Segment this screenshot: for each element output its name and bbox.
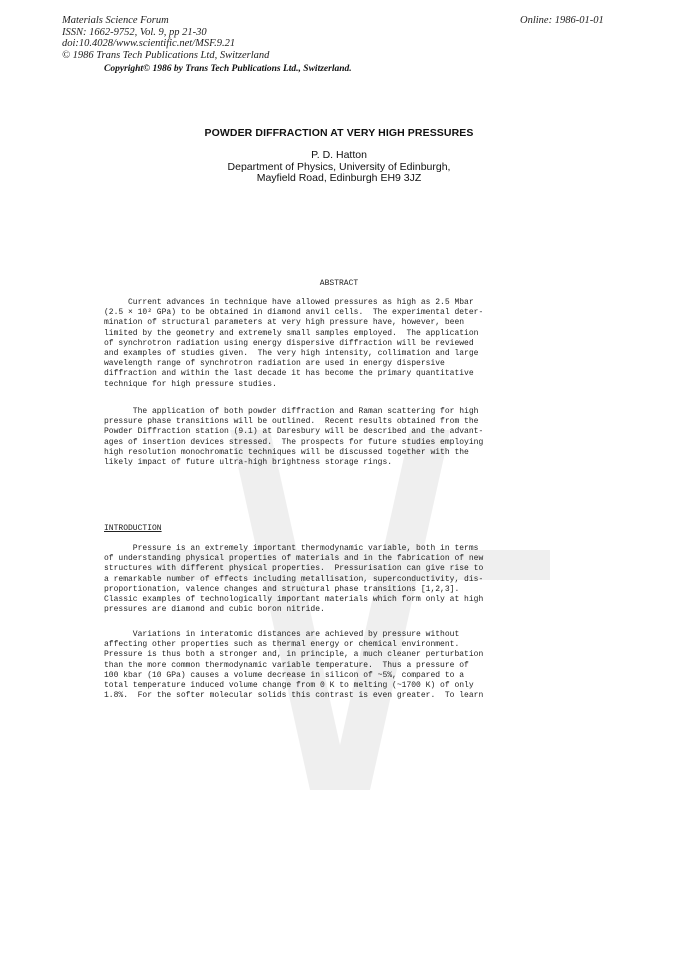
text-line: and examples of studies given. The very high intensity, collimation and large: [104, 349, 479, 359]
citation-header: [62, 15, 269, 61]
doi-line[interactable]: doi:10.4028/www.scientific.net/MSF.9.21: [62, 38, 236, 50]
text-line: limited by the geometry and extremely small samples employed. The application: [104, 328, 479, 338]
text-line: proportionation, valence changes and structural phase transitions [1,2,3].: [104, 584, 460, 594]
text-line: 100 kbar (10 GPa) causes a volume decrease in silicon of ~5%, compared to a: [104, 670, 465, 680]
online-date: Online: 1986-01-01: [520, 15, 604, 26]
text-line: wavelength range of synchrotron radiation are used in energy dispersive: [104, 359, 445, 369]
text-line: Pressure is thus both a stronger and, in principle, a much cleaner perturbation: [104, 650, 484, 660]
introduction-heading: INTRODUCTION: [104, 524, 162, 533]
text-line: The application of both powder diffraction and Raman scattering for high: [104, 407, 479, 416]
text-line: diffraction and within the last decade it has become the primary quantitative: [104, 369, 474, 379]
text-line: Pressure is an extremely important thermodynamic variable, both in terms: [104, 544, 479, 553]
text-line: Powder Diffraction station (9.1) at Daresbury will be described and the advant-: [104, 427, 484, 437]
text-line: technique for high pressure studies.: [104, 379, 277, 389]
text-line: pressure phase transitions will be outlined. Recent results obtained from the: [104, 417, 479, 427]
text-line: Classic examples of technologically important materials which form only at high: [104, 595, 484, 605]
issn-line: ISSN: 1662-9752, Vol. 9, pp 21-30: [62, 26, 207, 38]
author-block: [0, 150, 678, 185]
affiliation-department: Department of Physics, University of Edinburgh,: [227, 160, 451, 173]
text-line: of understanding physical properties of materials and in the fabrication of new: [104, 554, 484, 564]
journal-name: Materials Science Forum: [62, 15, 169, 26]
author-name: P. D. Hatton: [311, 149, 367, 161]
introduction-paragraph-2: [104, 630, 534, 701]
text-line: high resolution monochromatic techniques will be discussed together with the: [104, 447, 469, 457]
text-line: total temperature induced volume change from 0 K to melting (~1700 K) of only: [104, 681, 474, 691]
text-line: likely impact of future ultra-high brightness storage rings.: [104, 458, 393, 468]
copyright-notice: Copyright© 1986 by Trans Tech Publications Ltd., Switzerland.: [104, 64, 352, 74]
affiliation-address: Mayfield Road, Edinburgh EH9 3JZ: [256, 172, 422, 184]
publisher-line: © 1986 Trans Tech Publications Ltd, Switzerland: [62, 49, 270, 61]
abstract-paragraph-2: [104, 407, 534, 468]
text-line: affecting other properties such as thermal energy or chemical environment.: [104, 640, 460, 650]
text-line: Variations in interatomic distances are achieved by pressure without: [104, 630, 460, 639]
text-line: structures with different physical properties. Pressurisation can give rise to: [104, 564, 484, 574]
text-line: than the more common thermodynamic variable temperature. Thus a pressure of: [104, 660, 469, 670]
text-line: Current advances in technique have allowed pressures as high as 2.5 Mbar: [104, 298, 474, 307]
paper-title: POWDER DIFFRACTION AT VERY HIGH PRESSURES: [204, 127, 474, 139]
text-line: of synchrotron radiation using energy dispersive diffraction will be reviewed: [104, 338, 474, 348]
text-line: mination of structural parameters at very high pressure have, however, been: [104, 318, 465, 328]
text-line: pressures are diamond and cubic boron nitride.: [104, 605, 325, 615]
text-line: (2.5 × 10² GPa) to be obtained in diamond anvil cells. The experimental deter-: [104, 308, 484, 318]
introduction-paragraph-1: [104, 544, 534, 615]
abstract-heading: ABSTRACT: [319, 279, 359, 288]
abstract-paragraph-1: [104, 298, 534, 390]
text-line: 1.8%. For the softer molecular solids this contrast is even greater. To learn: [104, 691, 484, 701]
text-line: a remarkable number of effects including metallisation, superconductivity, dis-: [104, 574, 484, 584]
text-line: ages of insertion devices stressed. The prospects for future studies employing: [104, 437, 484, 447]
